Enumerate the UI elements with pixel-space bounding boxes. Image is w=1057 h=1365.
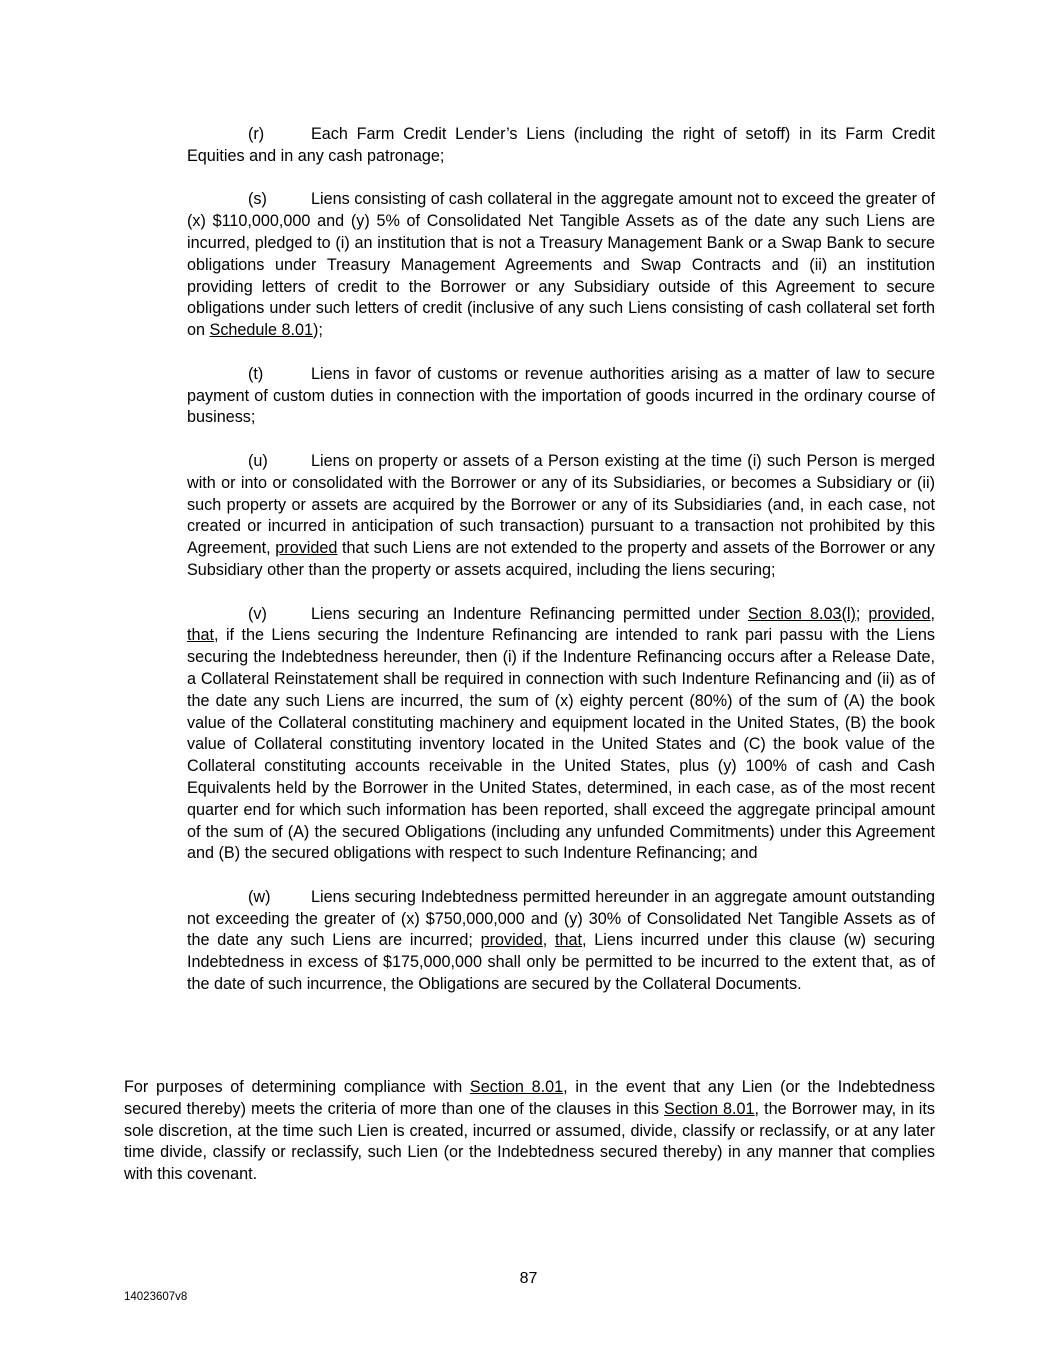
clause-text: ); [313, 321, 323, 340]
clause-text: that such Liens are not extended to the property and assets of the Borrower or any Subsidiary other than the property or assets acquired, including the liens securing; [187, 539, 935, 579]
clause-text: Liens consisting of cash collateral in the aggregate amount not to exceed the greater of (x) $110,000,000 and (y) 5% of Consolidated Net Tangible Assets as of the date any such Liens are incurred, pledged to (i) an institution that is not a Treasury Management Bank or a Swap Bank to secure obligations under Treasury Management Agreements and Swap Contracts and (ii) an institution providing letters of credit to the Borrower or any Subsidiary outside of this Agreement to secure obligations under such letters of credit (inclusive of any such Liens consisting of cash collateral set forth on [187, 190, 935, 340]
clause-text: , Liens incurred under this clause (w) securing Indebtedness in excess of $175,000,000 shall only be permitted to be incurred to the extent that, as of the date of such incurrence, the Obligations are secured by the Collateral Documents. [187, 931, 935, 994]
section-reference: Section 8.03(l) [747, 604, 856, 623]
clause-text: Liens in favor of customs or revenue authorities arising as a matter of law to secure payment of custom duties in connection with the importation of goods incurred in the ordinary course of business; [187, 364, 935, 427]
clause-text: Liens on property or assets of a Person existing at the time (i) such Person is merged with or into or consolidated with the Borrower or any of its Subsidiaries, or becomes a Subsidiary or (ii) such property or assets are acquired by the Borrower or any of its Subsidiaries (and, in each case, not created or incurred in anticipation of such transaction) pursuant to a transaction not prohibited by this Agreement, [187, 451, 935, 558]
closing-text: For purposes of determining compliance with [124, 1078, 470, 1096]
clause-label: (r) [248, 125, 265, 143]
schedule-reference: Schedule 8.01 [209, 321, 314, 340]
clause-u [187, 451, 935, 582]
clause-text: ; [855, 604, 869, 623]
that-term: that [187, 626, 215, 645]
clause-text: , if the Liens securing the Indenture Refinancing are intended to rank pari passu with the Liens securing the Indebtedness hereunder, then (i) if the Indenture Refinancing occurs after a Release Date, a Collateral Reinstatement shall be required in connection with such Indenture Refinancing and (ii) as of the date any such Liens are incurred, the sum of (x) eighty percent (80%) of the sum of (A) the book value of the Collateral constituting machinery and equipment located in the United States, (B) the book value of Collateral constituting inventory located in the United States and (C) the book value of the Collateral constituting accounts receivable in the United States, plus (y) 100% of cash and Cash Equivalents held by the Borrower in the United States, determined, in each case, as of the most recent quarter end for which such information has been reported, shall exceed the aggregate principal amount of the sum of (A) the secured Obligations (including any unfunded Commitments) under this Agreement and (B) the secured obligations with respect to such Indenture Refinancing; and [187, 626, 935, 863]
that-term: that [555, 931, 583, 950]
clause-v [187, 604, 935, 866]
clause-w [187, 887, 935, 996]
provided-term: provided [480, 931, 543, 950]
clause-label: (t) [248, 364, 264, 383]
section-reference: Section 8.01 [469, 1078, 564, 1096]
section-reference: Section 8.01 [664, 1099, 755, 1118]
clause-label: (s) [248, 190, 267, 209]
clause-label: (w) [248, 887, 271, 906]
clause-r [187, 124, 935, 168]
page-number: 87 [519, 1270, 538, 1287]
clause-text: Each Farm Credit Lender’s Liens (including the right of setoff) in its Farm Credit Equities and in any cash patronage; [187, 125, 935, 165]
clause-s [187, 189, 935, 342]
clause-label: (v) [248, 604, 267, 623]
clause-text: Liens securing an Indenture Refinancing permitted under [311, 604, 748, 623]
provided-term: provided [868, 604, 931, 623]
document-id: 14023607v8 [124, 1291, 188, 1303]
closing-paragraph [124, 1077, 935, 1186]
clause-text: , [930, 604, 935, 623]
clause-label: (u) [248, 451, 268, 470]
clause-text: , [542, 931, 555, 950]
closing-text: , in the event that any Lien (or the Indebtedness secured thereby) meets the criteria of more than one of the clauses in this [124, 1078, 935, 1118]
clause-list [187, 124, 935, 1018]
provided-term: provided [275, 539, 338, 558]
closing-text: , the Borrower may, in its sole discretion, at the time such Lien is created, incurred or assumed, divide, classify or reclassify, or at any later time divide, classify or reclassify, such Lien (or the Indebtedness secured thereby) in any manner that complies with this covenant. [124, 1099, 935, 1184]
clause-text: Liens securing Indebtedness permitted hereunder in an aggregate amount outstanding not exceeding the greater of (x) $750,000,000 and (y) 30% of Consolidated Net Tangible Assets as of the date any such Liens are incurred; [187, 887, 935, 950]
clause-t [187, 364, 935, 429]
